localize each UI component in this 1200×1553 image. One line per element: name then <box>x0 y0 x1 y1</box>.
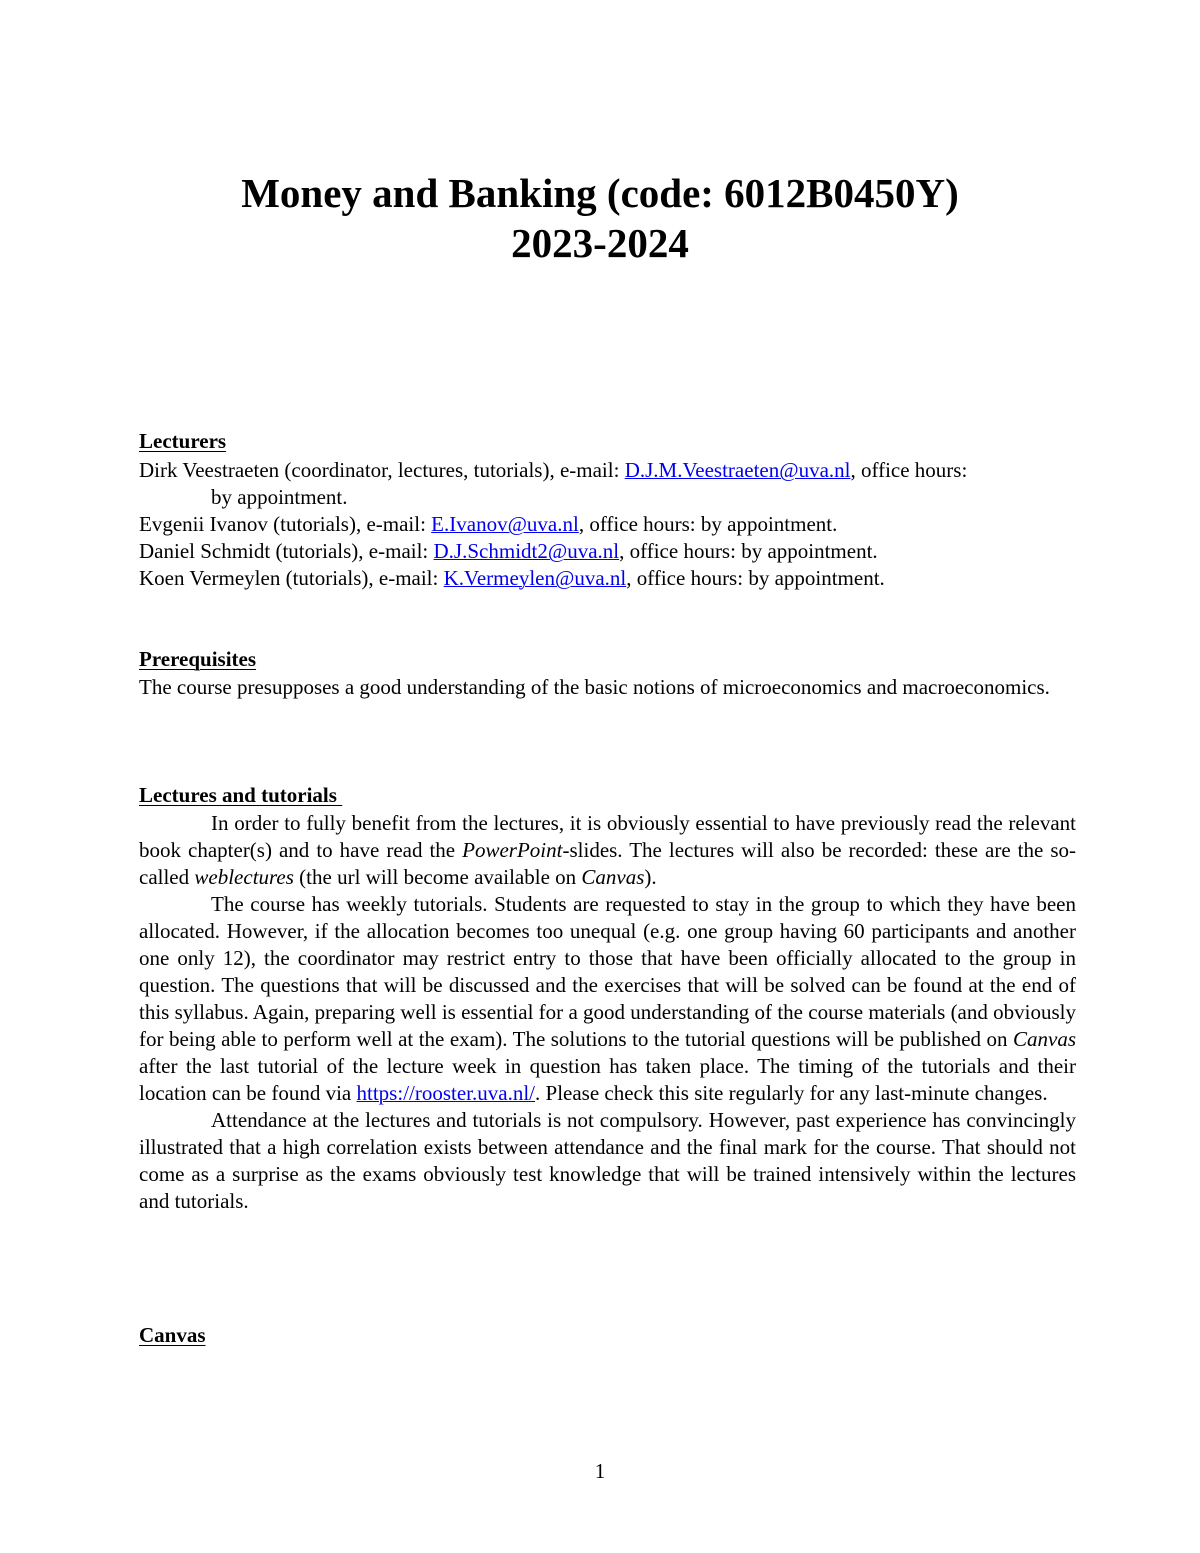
p1-italic-canvas: Canvas <box>581 865 645 889</box>
p2-italic-canvas: Canvas <box>1013 1027 1076 1051</box>
prerequisites-text: The course presupposes a good understanding of the basic notions of microeconomics and macroeconomics. <box>139 675 1050 699</box>
paragraph-tutorials <box>139 891 1076 1107</box>
p2-text-d: . Please check this site regularly for any last-minute changes. <box>535 1081 1048 1105</box>
document-title <box>0 168 1200 268</box>
prerequisites-heading: Prerequisites <box>139 647 257 671</box>
lecturer-4-suffix: , office hours: by appointment. <box>626 566 885 590</box>
p1-text-a: In order to fully benefit from the lectures, it is obviously essential to have previously read the relevant book chapter(s) and to have read the <box>139 811 1076 862</box>
lecturer-3-prefix: Daniel Schmidt (tutorials), e-mail: <box>139 539 434 563</box>
lecturer-3-email-link[interactable]: D.J.Schmidt2@uva.nl <box>433 539 620 563</box>
p2-text-c: after the last tutorial of the lecture week in question has taken place. The timing of the tutorials and their location can be found via <box>139 1054 1076 1105</box>
lecturer-1-continuation: by appointment. <box>211 485 348 509</box>
lecturer-2-suffix: , office hours: by appointment. <box>578 512 838 536</box>
lecturer-1-prefix: Dirk Veestraeten (coordinator, lectures, tutorials), e-mail: <box>139 458 625 482</box>
lecturer-2-prefix: Evgenii Ivanov (tutorials), e-mail: <box>139 512 432 536</box>
p2-text-a: The course has weekly tutorials. Students are requested to stay in the group to which they have been allocated. However, if the allocation becomes too unequal (e.g. one group having 60 participants and another one only 12), the coordinator may restrict entry to those that have been officially allocated to the group in question. The questions that will be discussed and the exercises that will be solved can be found at the end of this syllabus. Again, preparing well is essential for a good understanding of the course materials (and obviously for being able to perform well at the exam). The solutions to the tutorial questions will be published on <box>139 892 1076 1051</box>
p1-text-e: (the url will become available on <box>293 865 582 889</box>
lecturer-1-suffix: , office hours: <box>850 458 968 482</box>
rooster-link[interactable]: https://rooster.uva.nl/ <box>356 1081 536 1105</box>
lecturer-1-email-link[interactable]: D.J.M.Veestraeten@uva.nl <box>624 458 851 482</box>
lecturer-line-2 <box>139 511 837 538</box>
lectures-tutorials-heading: Lectures and tutorials <box>139 783 343 807</box>
canvas-heading: Canvas <box>139 1323 206 1347</box>
lecturer-line-3 <box>139 538 878 565</box>
lecturer-3-suffix: , office hours: by appointment. <box>619 539 878 563</box>
lecturer-4-prefix: Koen Vermeylen (tutorials), e-mail: <box>139 566 444 590</box>
title-line-2: 2023-2024 <box>511 220 689 266</box>
p1-italic-powerpoint: PowerPoint <box>462 838 563 862</box>
p1-italic-weblectures: weblectures <box>194 865 294 889</box>
lecturer-line-4 <box>139 565 885 592</box>
p1-text-c: -slides. The lectures will also be recorded: these are the so-called <box>139 838 1076 889</box>
lectures-tutorials-body <box>139 810 1076 1215</box>
lecturers-heading: Lecturers <box>139 429 227 453</box>
page-number: 1 <box>594 1459 606 1483</box>
lecturer-line-1 <box>139 457 967 484</box>
lecturer-4-email-link[interactable]: K.Vermeylen@uva.nl <box>443 566 627 590</box>
title-line-1: Money and Banking (code: 6012B0450Y) <box>241 170 959 216</box>
paragraph-lectures <box>139 810 1076 891</box>
lecturer-2-email-link[interactable]: E.Ivanov@uva.nl <box>431 512 579 536</box>
paragraph-attendance: Attendance at the lectures and tutorials is not compulsory. However, past experience has convincingly illustrated that a high correlation exists between attendance and the final mark for the course. That should not come as a surprise as the exams obviously test knowledge that will be trained intensively within the lectures and tutorials. <box>139 1108 1076 1213</box>
p1-text-g: ). <box>644 865 657 889</box>
